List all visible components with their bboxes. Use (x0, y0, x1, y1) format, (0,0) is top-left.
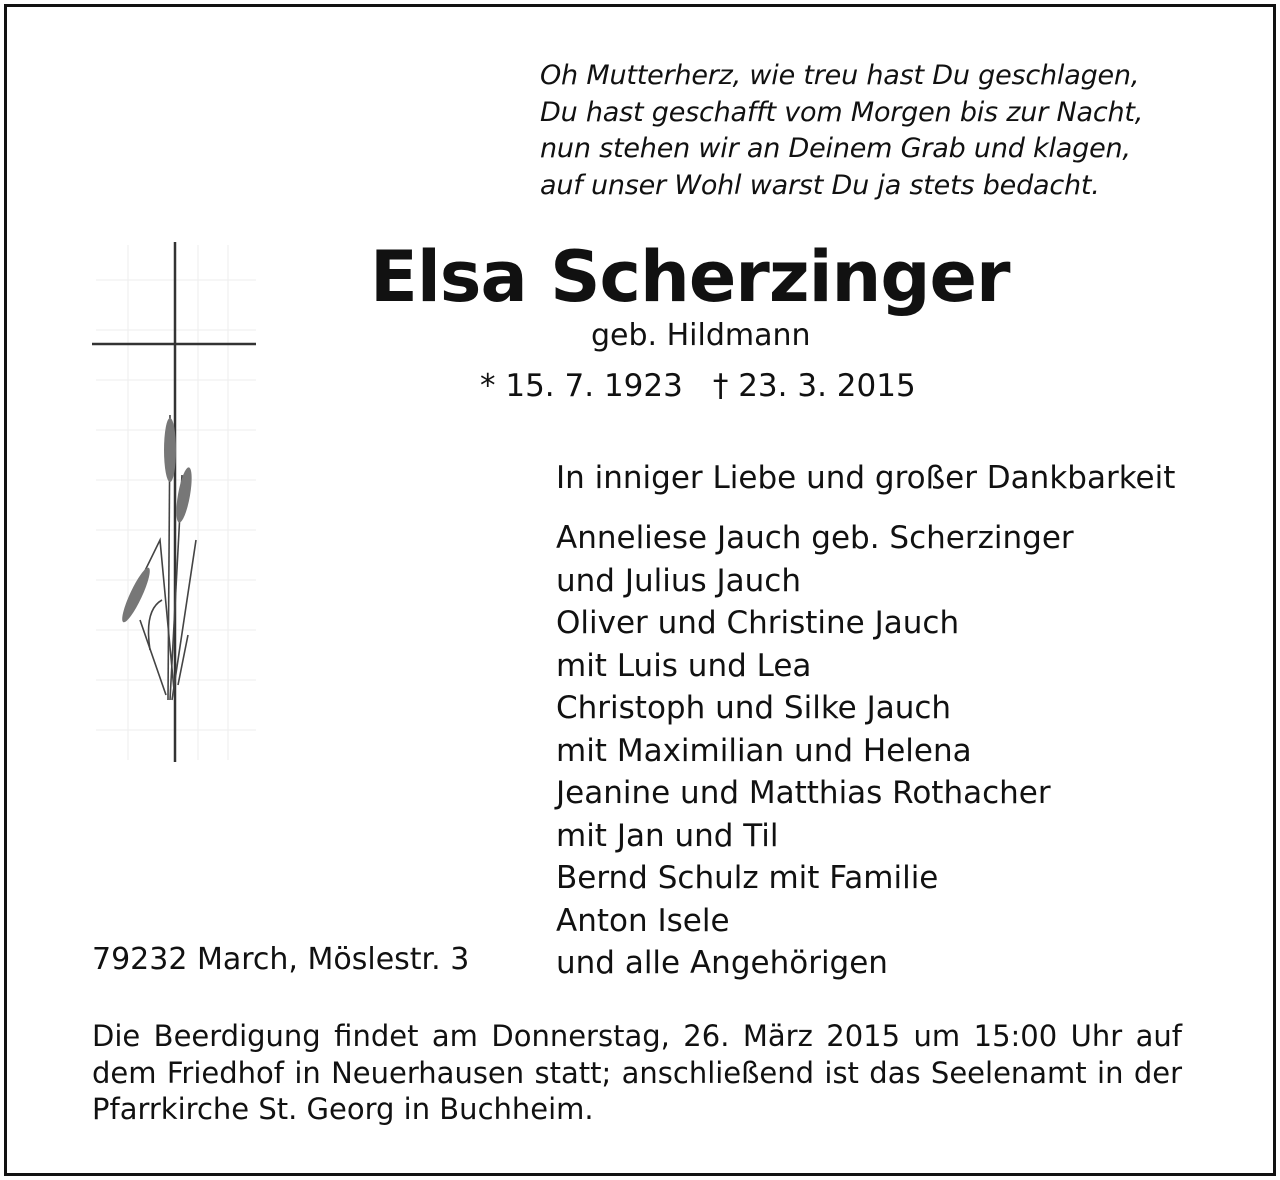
life-dates (480, 368, 916, 404)
mourner-line: Christoph und Silke Jauch (556, 690, 952, 726)
poem-line: auf unser Wohl warst Du ja stets bedacht. (540, 169, 1100, 201)
mourner-line: und alle Angehörigen (556, 945, 888, 981)
funeral-notice: Die Beerdigung findet am Donnerstag, 26. März 2015 um 15:00 Uhr auf dem Friedhof in Neuerhausen statt; anschließend ist das Seelenamt in der Pfarrkirche St. Georg in Buchheim. (92, 1019, 1182, 1126)
deceased-name: Elsa Scherzinger (370, 236, 1010, 318)
mourner-line: Anneliese Jauch geb. Scherzinger (556, 520, 1074, 556)
memorial-poem (540, 58, 1143, 204)
mourners-list (556, 517, 1074, 985)
cross-with-wheat-icon (88, 240, 263, 765)
mourner-line: Oliver und Christine Jauch (556, 605, 960, 641)
mourner-line: mit Luis und Lea (556, 647, 812, 684)
mourner-line: Jeanine und Matthias Rothacher (556, 775, 1051, 811)
mourner-line: und Julius Jauch (556, 562, 801, 599)
address: 79232 March, Möslestr. 3 (92, 942, 470, 977)
mourner-line: Anton Isele (556, 902, 730, 939)
birth-date: * 15. 7. 1923 (480, 368, 683, 404)
mourner-line: Bernd Schulz mit Familie (556, 860, 939, 896)
maiden-name: geb. Hildmann (591, 318, 811, 353)
mourner-line: mit Jan und Til (556, 817, 779, 854)
poem-line: Du hast geschafft vom Morgen bis zur Nacht, (540, 96, 1144, 128)
poem-line: Oh Mutterherz, wie treu hast Du geschlagen, (540, 60, 1140, 91)
mourners-intro: In inniger Liebe und großer Dankbarkeit (556, 460, 1176, 496)
mourner-line: mit Maximilian und Helena (556, 732, 972, 769)
poem-line: nun stehen wir an Deinem Grab und klagen, (540, 133, 1131, 164)
death-date: † 23. 3. 2015 (712, 368, 916, 404)
